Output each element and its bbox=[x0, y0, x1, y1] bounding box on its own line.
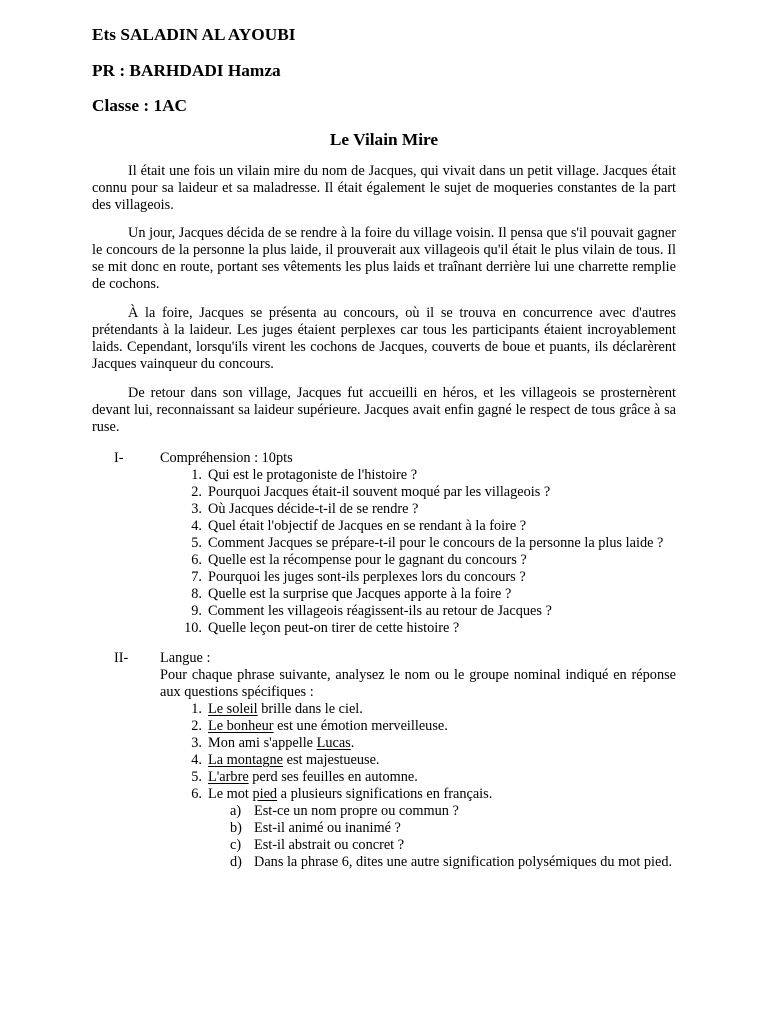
langue-instructions: Pour chaque phrase suivante, analysez le nom ou le groupe nominal indiqué en réponse aux questions spécifiques : bbox=[160, 667, 676, 700]
subquestion-item: a) Est-ce un nom propre ou commun ? bbox=[230, 803, 459, 819]
teacher-name: PR : BARHDADI Hamza bbox=[92, 61, 281, 80]
section-heading: Langue : bbox=[160, 650, 211, 666]
story-paragraph: Un jour, Jacques décida de se rendre à la foire du village voisin. Il pensa que s'il pouvait gagner le concours de la personne la plus laide, il prouverait aux villageois qu'il était le plus vilain de tous. Il se mit donc en route, portant ses vêtements les plus laids et traînant derrière lui une charrette remplie de cochons. bbox=[92, 225, 676, 292]
question-item: 6. Quelle est la récompense pour le gagnant du concours ? bbox=[191, 552, 527, 568]
subquestion-item: d) Dans la phrase 6, dites une autre signification polysémiques du mot pied. bbox=[230, 854, 673, 870]
sentence-item: 6. Le mot pied a plusieurs significations en français. bbox=[191, 786, 493, 802]
question-item: 5. Comment Jacques se prépare-t-il pour le concours de la personne la plus laide ? bbox=[191, 535, 664, 551]
question-item: 2. Pourquoi Jacques était-il souvent moqué par les villageois ? bbox=[191, 484, 551, 500]
sentence-item: 3. Mon ami s'appelle Lucas. bbox=[191, 735, 355, 751]
underlined-noun: pied bbox=[252, 786, 278, 802]
section-heading: Compréhension : 10pts bbox=[160, 450, 293, 466]
underlined-noun: Le soleil bbox=[208, 701, 258, 717]
underlined-noun: La montagne bbox=[208, 752, 284, 768]
sentence-item: 1. Le soleil brille dans le ciel. bbox=[191, 701, 363, 717]
langue-sentences bbox=[184, 701, 676, 803]
question-item: 7. Pourquoi les juges sont-ils perplexes lors du concours ? bbox=[191, 569, 526, 585]
question-item: 10. Quelle leçon peut-on tirer de cette histoire ? bbox=[184, 620, 460, 636]
question-item: 9. Comment les villageois réagissent-ils au retour de Jacques ? bbox=[191, 603, 552, 619]
underlined-noun: L'arbre bbox=[208, 769, 249, 785]
sentence-item: 4. La montagne est majestueuse. bbox=[191, 752, 380, 768]
story-paragraph: De retour dans son village, Jacques fut accueilli en héros, et les villageois se prosternèrent devant lui, reconnaissant sa laideur supérieure. Jacques avait enfin gagné le respect de tous grâce à sa ruse. bbox=[92, 385, 676, 435]
question-item: 1. Qui est le protagoniste de l'histoire ? bbox=[191, 467, 418, 483]
subquestion-item: b) Est-il animé ou inanimé ? bbox=[230, 820, 401, 836]
underlined-noun: Lucas bbox=[316, 735, 351, 751]
subquestion-item: c) Est-il abstrait ou concret ? bbox=[230, 837, 405, 853]
question-item: 8. Quelle est la surprise que Jacques apporte à la foire ? bbox=[191, 586, 512, 602]
story-paragraph: À la foire, Jacques se présenta au concours, où il se trouva en concurrence avec d'autres prétendants à la laideur. Les juges étaient perplexes car tous les participants étaient incroyablement laids. Cependant, lorsqu'ils virent les cochons de Jacques, couverts de boue et puants, ils déclarèrent Jacques vainqueur du concours. bbox=[92, 305, 676, 372]
school-name: Ets SALADIN AL AYOUBI bbox=[92, 25, 296, 44]
sentence-item: 5. L'arbre perd ses feuilles en automne. bbox=[191, 769, 418, 785]
story-title: Le Vilain Mire bbox=[329, 130, 439, 149]
section-numeral: II- bbox=[114, 650, 129, 666]
langue-subquestions bbox=[230, 803, 676, 871]
question-item: 3. Où Jacques décide-t-il de se rendre ? bbox=[191, 501, 419, 517]
question-item: 4. Quel était l'objectif de Jacques en se rendant à la foire ? bbox=[191, 518, 527, 534]
underlined-noun: Le bonheur bbox=[208, 718, 274, 734]
sentence-item: 2. Le bonheur est une émotion merveilleuse. bbox=[191, 718, 448, 734]
story-paragraph: Il était une fois un vilain mire du nom de Jacques, qui vivait dans un petit village. Jacques était connu pour sa laideur et sa maladresse. Il était également le sujet de moqueries constantes de la part des villageois. bbox=[92, 163, 676, 213]
class-label: Classe : 1AC bbox=[92, 96, 188, 115]
section-numeral: I- bbox=[114, 450, 124, 466]
comprehension-questions bbox=[184, 467, 676, 637]
